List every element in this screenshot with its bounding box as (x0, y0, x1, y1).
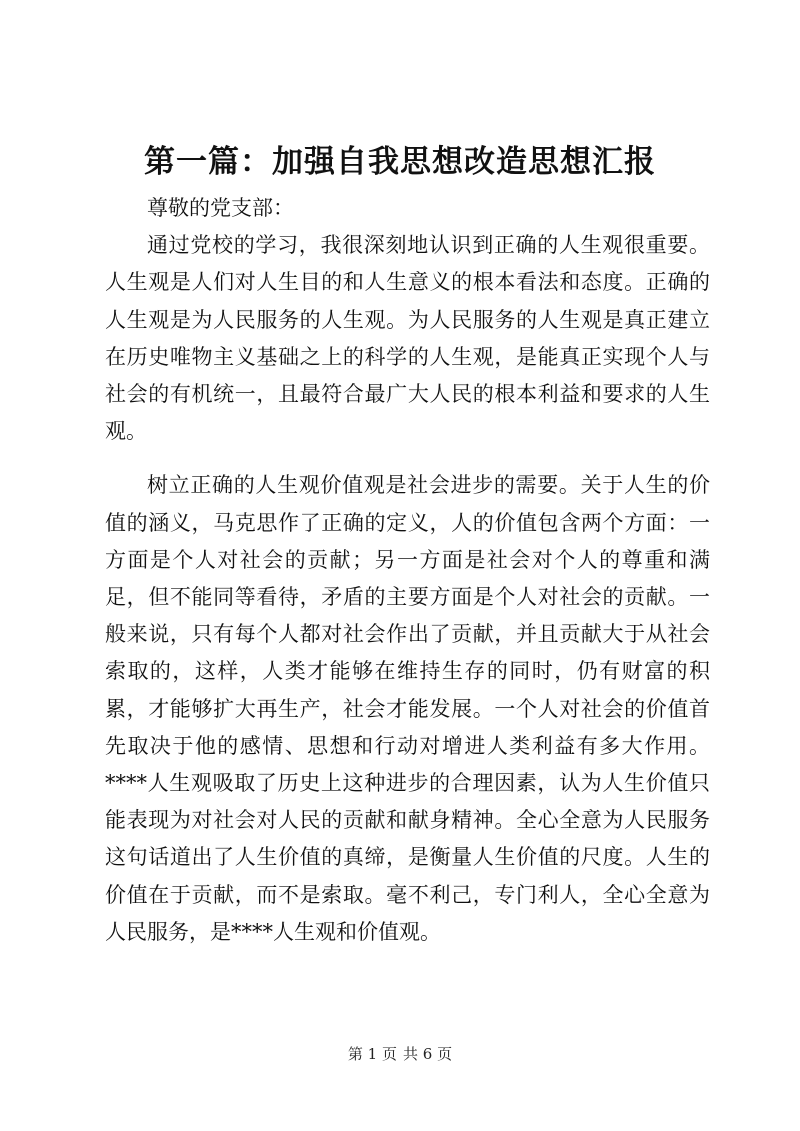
salutation: 尊敬的党支部： (147, 196, 294, 220)
page-footer (0, 1044, 800, 1064)
paragraph-1: 通过党校的学习，我很深刻地认识到正确的人生观很重要。人生观是人们对人生目的和人生意义的根本看法和态度。正确的人生观是为人民服务的人生观。为人民服务的人生观是真正建立在历史唯物主义基础之上的科学的人生观，是能真正实现个人与社会的有机统一，且最符合最广大人民的根本利益和要求的人生观。 (105, 233, 710, 444)
document-title: 第一篇：加强自我思想改造思想汇报 (144, 144, 656, 180)
document-body (105, 190, 710, 951)
page-total: 共 6 页 (403, 1045, 453, 1063)
page-number: 第 1 页 (347, 1045, 397, 1063)
paragraph-2: 树立正确的人生观价值观是社会进步的需要。关于人生的价值的涵义，马克思作了正确的定义，人的价值包含两个方面：一方面是个人对社会的贡献；另一方面是社会对个人的尊重和满足，但不能同等看待，矛盾的主要方面是个人对社会的贡献。一般来说，只有每个人都对社会作出了贡献，并且贡献大于从社会索取的，这样，人类才能够在维持生存的同时，仍有财富的积累，才能够扩大再生产，社会才能发展。一个人对社会的价值首先取决于他的感情、思想和行动对增进人类利益有多大作用。****人生观吸取了历史上这种进步的合理因素，认为人生价值只能表现为对社会对人民的贡献和献身精神。全心全意为人民服务这句话道出了人生价值的真缔，是衡量人生价值的尺度。人生的价值在于贡献，而不是索取。毫不利己，专门利人，全心全意为人民服务，是****人生观和价值观。 (105, 473, 710, 944)
